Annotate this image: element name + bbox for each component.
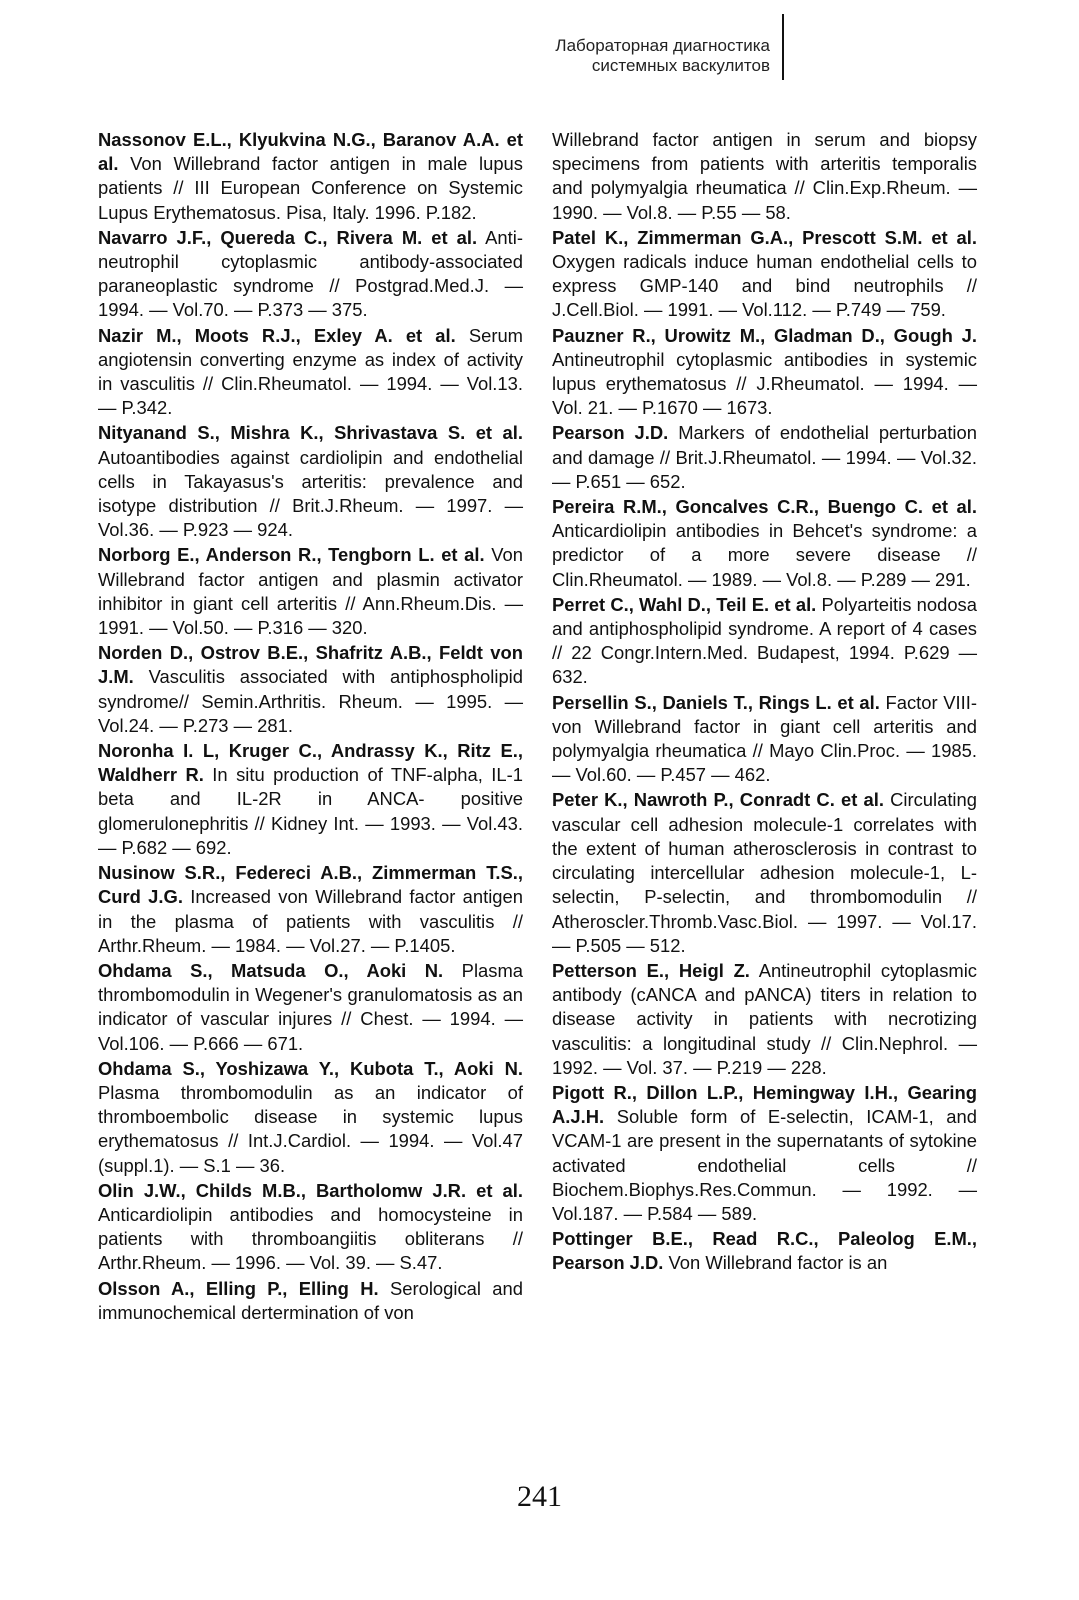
reference-text: Increased von Willebrand factor antigen in the plasma of patients with vasculitis // Arthr.Rheum. — 1984. — Vol.27. — P.1405. (98, 886, 523, 956)
reference-authors: Pottinger B.E., Read R.C., Paleolog E.M., Pearson J.D. (552, 1228, 977, 1274)
reference-entry (98, 226, 523, 323)
reference-authors: Norborg E., Anderson R., Tengborn L. et al. (98, 544, 485, 566)
reference-text: Anticardiolipin antibodies and homocysteine in patients with thromboangiitis obliterans // Arthr.Rheum. — 1996. — Vol. 39. — S.47. (98, 1203, 523, 1274)
reference-text: Circulating vascular cell adhesion molecule-1 correlates with the extent of human atherosclerosis in contrast to circulating intercellular adhesion molecule-1, L-selectin, P-selectin, and thrombomodulin // Atheroscler.Thromb.Vasc.Biol. — 1997. — Vol.17. — P.505 — 512. (552, 789, 977, 956)
page-number: 241 (517, 1480, 562, 1513)
reference-entry (98, 861, 523, 958)
reference-text: Plasma thrombomodulin in Wegener's granulomatosis as an indicator of vascular injures // Chest. — 1994. — Vol.106. — P.666 — 671. (98, 959, 523, 1054)
reference-text: Antineutrophil cytoplasmic antibody (cANCA and pANCA) titers in relation to disease activity in patients with necrotizing vasculitis: a longitudinal study // Clin.Nephrol. — 1992. — Vol. 37. — P.219 — 228. (552, 959, 977, 1078)
reference-entry (552, 324, 977, 421)
reference-text: Autoantibodies against cardiolipin and endothelial cells in Takayasus's arteritis: prevalence and isotype distribution // Brit.J.Rheum. — 1997. — Vol.36. — P.923 — 924. (98, 446, 523, 541)
reference-entry (552, 959, 977, 1080)
reference-authors: Nusinow S.R., Federeci A.B., Zimmerman T.S., Curd J.G. (98, 862, 523, 908)
reference-authors: Petterson E., Heigl Z. (552, 959, 750, 981)
reference-entry (98, 1179, 523, 1276)
reference-text: Serological and immunochemical dertermination of von (98, 1277, 523, 1323)
reference-entry (98, 543, 523, 640)
reference-entry (552, 593, 977, 690)
reference-authors: Pigott R., Dillon L.P., Hemingway I.H., Gearing A.J.H. (552, 1081, 977, 1128)
reference-entry (98, 324, 523, 421)
reference-authors: Persellin S., Daniels T., Rings L. et al. (552, 691, 880, 713)
reference-authors: Navarro J.F., Quereda C., Rivera M. et al. (98, 226, 478, 248)
reference-authors: Pereira R.M., Goncalves C.R., Buengo C. et al. (552, 496, 977, 518)
reference-authors: Pearson J.D. (552, 422, 669, 444)
left-column (98, 128, 523, 1326)
reference-authors: Nazir M., Moots R.J., Exley A. et al. (98, 324, 456, 346)
reference-entry (552, 226, 977, 323)
right-column (552, 128, 977, 1277)
reference-entry (98, 1277, 523, 1325)
reference-entry (98, 959, 523, 1056)
reference-entry (98, 739, 523, 860)
reference-text: Anticardiolipin antibodies in Behcet's syndrome: a predictor of a more severe disease // Clin.Rheumatol. — 1989. — Vol.8. — P.289 — 291. (552, 520, 977, 590)
reference-text: Markers of endothelial perturbation and damage // Brit.J.Rheumatol. — 1994. — Vol.32. — P.651 — 652. (552, 422, 977, 492)
reference-entry (98, 641, 523, 738)
reference-entry (552, 128, 977, 225)
reference-text: Anti-neutrophil cytoplasmic antibody-associated paraneoplastic syndrome // Postgrad.Med.J. — 1994. — Vol.70. — P.373 — 375. (98, 226, 523, 321)
reference-text: Polyarteitis nodosa and antiphospholipid syndrome. A report of 4 cases // 22 Congr.Intern.Med. Budapest, 1994. P.629 — 632. (552, 593, 977, 688)
reference-authors: Norden D., Ostrov B.E., Shafritz A.B., Feldt von J.M. (98, 642, 523, 688)
reference-entry (552, 691, 977, 788)
running-header (480, 36, 770, 76)
reference-entry (552, 1081, 977, 1226)
header-line-2: системных васкулитов (591, 56, 770, 75)
reference-entry (552, 788, 977, 957)
reference-authors: Peter K., Nawroth P., Conradt C. et al. (552, 789, 884, 811)
reference-text: In situ production of TNF-alpha, IL-1 beta and IL-2R in ANCA- positive glomerulonephritis // Kidney Int. — 1993. — Vol.43. — P.682 — 692. (98, 764, 523, 858)
reference-text: Oxygen radicals induce human endothelial cells to express GMP-140 and bind neutrophils // J.Cell.Biol. — 1991. — Vol.112. — P.749 — 759. (552, 251, 977, 321)
reference-text: Factor VIII-von Willebrand factor in giant cell arteritis and polymyalgia rheumatica // Mayo Clin.Proc. — 1985. — Vol.60. — P.457 — 462. (552, 691, 977, 786)
reference-text: Antineutrophil cytoplasmic antibodies in systemic lupus erythematosus // J.Rheumatol. — 1994. — Vol. 21. — P.1670 — 1673. (552, 348, 977, 419)
reference-authors: Olin J.W., Childs M.B., Bartholomw J.R. et al. (98, 1179, 523, 1201)
reference-entry (98, 1057, 523, 1178)
reference-entry (552, 495, 977, 592)
reference-entry (552, 1227, 977, 1275)
reference-authors: Ohdama S., Yoshizawa Y., Kubota T., Aoki N. (98, 1057, 523, 1079)
reference-entry (98, 128, 523, 225)
reference-authors: Nassonov E.L., Klyukvina N.G., Baranov A.A. et al. (98, 129, 523, 175)
reference-text: Vasculitis associated with antiphospholipid syndrome// Semin.Arthritis. Rheum. — 1995. — Vol.24. — P.273 — 281. (98, 666, 523, 736)
reference-text: Plasma thrombomodulin as an indicator of thromboembolic disease in systemic lupus erythematosus // Int.J.Cardiol. — 1994. — Vol.47 (suppl.1). — S.1 — 36. (98, 1081, 523, 1176)
reference-text: Von Willebrand factor antigen in male lupus patients // III European Conference on Systemic Lupus Erythematosus. Pisa, Italy. 1996. P.182. (98, 153, 523, 223)
reference-text: Von Willebrand factor antigen and plasmin activator inhibitor in giant cell arteritis // Ann.Rheum.Dis. — 1991. — Vol.50. — P.316 — 320. (98, 544, 523, 639)
reference-authors: Ohdama S., Matsuda O., Aoki N. (98, 959, 444, 981)
reference-text: Soluble form of E-selectin, ICAM-1, and VCAM-1 are present in the supernatants of sytokine activated endothelial cells // Biochem.Biophys.Res.Commun. — 1992. — Vol.187. — P.584 — 589. (552, 1106, 977, 1224)
reference-text: Serum angiotensin converting enzyme as index of activity in vasculitis // Clin.Rheumatol. — 1994. — Vol.13. — P.342. (98, 324, 523, 419)
header-rule (782, 14, 784, 80)
reference-authors: Patel K., Zimmerman G.A., Prescott S.M. et al. (552, 226, 977, 248)
reference-text: Willebrand factor antigen in serum and biopsy specimens from patients with arteritis temporalis and polymyalgia rheumatica // Clin.Exp.Rheum. — 1990. — Vol.8. — P.55 — 58. (552, 129, 977, 223)
reference-authors: Olsson A., Elling P., Elling H. (98, 1277, 379, 1299)
reference-entry (552, 421, 977, 494)
reference-authors: Nityanand S., Mishra K., Shrivastava S. et al. (98, 422, 523, 444)
header-line-1: Лабораторная диагностика (555, 36, 770, 55)
reference-authors: Noronha I. L, Kruger C., Andrassy K., Ritz E., Waldherr R. (98, 740, 523, 786)
reference-authors: Perret C., Wahl D., Teil E. et al. (552, 593, 817, 615)
reference-text: Von Willebrand factor is an (668, 1252, 888, 1274)
reference-entry (98, 421, 523, 542)
reference-authors: Pauzner R., Urowitz M., Gladman D., Gough J. (552, 324, 977, 346)
